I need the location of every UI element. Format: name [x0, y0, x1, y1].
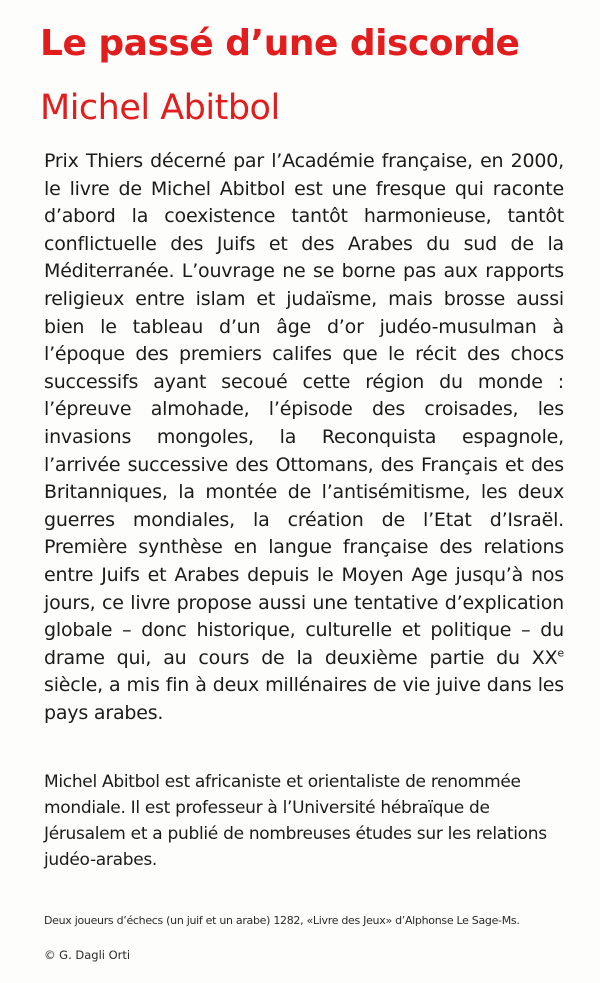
book-title: Le passé d’une discorde [40, 23, 520, 64]
photo-credit: © G. Dagli Orti [44, 948, 131, 962]
description-text-part2: siècle, a mis fin à deux millénaires de vie juive dans les pays arabes. [44, 674, 564, 724]
description-text-part1: Prix Thiers décerné par l’Académie française, en 2000, le livre de Michel Abitbol est une fresque qui raconte d’abord la coexistence tantôt harmonieuse, tantôt conflictuelle des Juifs et des Arabes du sud de la Méditerranée. L’ouvrage ne se borne pas aux rapports religieux entre islam et judaïsme, mais brosse aussi bien le tableau d’un âge d’or judéo-musulman à l’époque des premiers califes que le récit des chocs successifs ayant secoué cette région du monde : l’épreuve almohade, l’épisode des croisades, les invasions mongoles, la Reconquista espagnole, l’arrivée successive des Ottomans, des Français et des Britanniques, la montée de l’antisémitisme, les deux guerres mondiales, la création de l’Etat d’Israël. Première synthèse en langue française des relations entre Juifs et Arabes depuis le Moyen Age jusqu’à nos jours, ce livre propose aussi une tentative d’explication globale – donc historique, culturelle et politique – du drame qui, au cours de la deuxième partie du XX [44, 150, 564, 669]
author-bio: Michel Abitbol est africaniste et orientaliste de renommée mondiale. Il est professeur à l’Université hébraïque de Jérusalem et a publié de nombreuses études sur les relations judéo-arabes. [44, 772, 547, 870]
book-author: Michel Abitbol [40, 88, 280, 128]
century-superscript: e [557, 646, 564, 660]
book-description [44, 148, 564, 727]
cover-image-caption: Deux joueurs d’échecs (un juif et un arabe) 1282, «Livre des Jeux» d’Alphonse Le Sage-Ms. [44, 914, 520, 927]
